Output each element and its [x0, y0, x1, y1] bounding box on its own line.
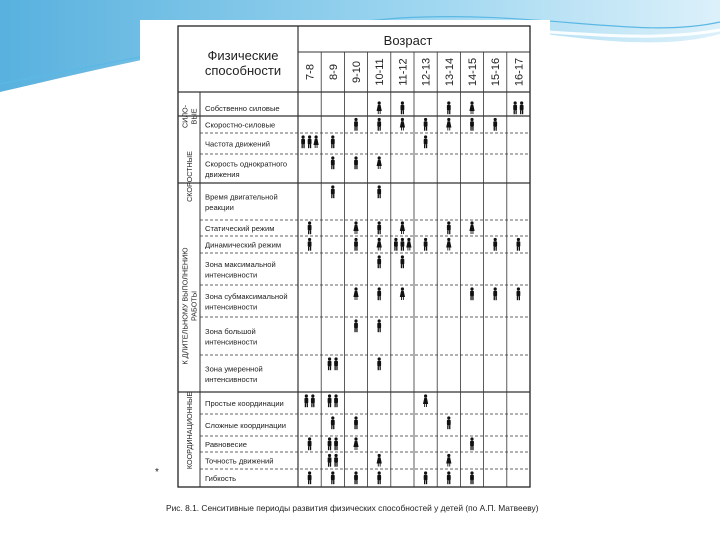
age-label: 13-14 [443, 57, 456, 87]
row-label: реакции [205, 202, 234, 212]
male-figure-mark [447, 101, 451, 114]
row-label: движения [205, 169, 240, 179]
male-figure-mark [401, 238, 405, 251]
male-figure-mark [424, 118, 428, 131]
male-figure-mark [301, 135, 305, 148]
row-label: Зона большой [205, 326, 256, 336]
male-figure-mark [354, 319, 358, 332]
row-label: Зона максимальной [205, 259, 276, 269]
age-label: 7-8 [304, 64, 317, 80]
table-grid [178, 26, 530, 487]
female-figure-mark [423, 394, 428, 407]
female-figure-mark [469, 221, 474, 234]
male-figure-mark [424, 135, 428, 148]
male-figure-mark [470, 437, 474, 450]
male-figure-mark [354, 156, 358, 169]
female-figure-mark [353, 287, 358, 300]
male-figure-mark [394, 238, 398, 251]
female-figure-mark [377, 238, 382, 251]
row-label: Зона субмаксимальной [205, 291, 288, 301]
row-label: Собственно силовые [205, 104, 280, 113]
margin-mark: * [155, 467, 159, 478]
male-figure-mark [447, 416, 451, 429]
male-figure-mark [470, 118, 474, 131]
female-figure-mark [446, 454, 451, 467]
male-figure-mark [334, 454, 338, 467]
row-label: Гибкость [205, 474, 237, 483]
male-figure-mark [304, 394, 308, 407]
age-label: 8-9 [327, 64, 340, 80]
female-figure-mark [353, 437, 358, 450]
male-figure-mark [424, 471, 428, 484]
female-figure-mark [400, 221, 405, 234]
group-label: К ДЛИТЕЛЬНОМУ ВЫПОЛНЕНИЮ [180, 247, 190, 365]
female-figure-mark [406, 238, 411, 251]
header-left-line2: способности [204, 63, 282, 78]
row-label: Динамический режим [205, 240, 282, 250]
group-label: КООРДИНАЦИОННЫЕ [185, 391, 194, 470]
male-figure-mark [331, 416, 335, 429]
age-label: 10-11 [374, 58, 387, 86]
female-figure-mark [353, 221, 358, 234]
male-figure-mark [493, 287, 497, 300]
row-label: Время двигательной [205, 192, 278, 202]
male-figure-mark [517, 238, 521, 251]
male-figure-mark [308, 471, 312, 484]
female-figure-mark [377, 101, 382, 114]
female-figure-mark [469, 101, 474, 114]
male-figure-mark [328, 437, 332, 450]
row-label: Равновесие [205, 440, 247, 449]
male-figure-mark [334, 437, 338, 450]
age-label: 9-10 [351, 60, 363, 84]
male-figure-mark [328, 394, 332, 407]
male-figure-mark [311, 394, 315, 407]
male-figure-mark [328, 454, 332, 467]
male-figure-mark [493, 118, 497, 131]
male-figure-mark [334, 357, 338, 370]
row-label: Скорость однократного [205, 159, 288, 169]
female-figure-mark [400, 287, 405, 300]
male-figure-mark [424, 238, 428, 251]
age-label: 14-15 [467, 57, 479, 87]
row-labels [205, 104, 288, 483]
male-figure-mark [354, 416, 358, 429]
group-label: СКОРОСТНЫЕ [185, 151, 194, 202]
age-label: 16-17 [513, 57, 526, 87]
row-label: Простые координации [205, 399, 284, 408]
male-figure-mark [354, 471, 358, 484]
figure-caption: Рис. 8.1. Сенситивные периоды развития физических способностей у детей (по А.П. Матвееву) [166, 503, 539, 513]
male-figure-mark [447, 471, 451, 484]
male-figure-mark [334, 394, 338, 407]
male-figure-mark [354, 118, 358, 131]
female-figure-mark [377, 454, 382, 467]
row-label: Статический режим [205, 224, 275, 233]
male-figure-mark [308, 135, 312, 148]
row-label: интенсивности [205, 337, 258, 347]
row-label: интенсивности [205, 302, 258, 312]
row-label: интенсивности [205, 270, 258, 280]
male-figure-mark [377, 471, 381, 484]
group-label: РАБОТЫ [189, 290, 199, 322]
male-figure-mark [470, 471, 474, 484]
male-figure-mark [377, 118, 381, 131]
male-figure-mark [401, 255, 405, 268]
age-label: 12-13 [420, 57, 433, 87]
male-figure-mark [308, 238, 312, 251]
male-figure-mark [470, 287, 474, 300]
female-figure-mark [314, 135, 319, 148]
male-figure-mark [331, 135, 335, 148]
group-label: СИЛО- [180, 104, 190, 129]
header-age-title: Возраст [383, 33, 433, 48]
male-figure-mark [377, 255, 381, 268]
male-figure-mark [308, 437, 312, 450]
male-figure-mark [377, 287, 381, 300]
male-figure-mark [308, 221, 312, 234]
row-label: Точность движений [205, 456, 274, 466]
sensitive-marks [301, 101, 523, 484]
header-left-line1: Физические [207, 48, 279, 63]
male-figure-mark [331, 185, 335, 198]
male-figure-mark [520, 101, 524, 114]
age-label: 11-12 [397, 58, 410, 86]
male-figure-mark [377, 357, 381, 370]
age-columns [305, 58, 526, 86]
female-figure-mark [377, 156, 382, 169]
male-figure-mark [354, 238, 358, 251]
age-label: 15-16 [490, 57, 503, 87]
group-labels [181, 104, 199, 469]
male-figure-mark [331, 471, 335, 484]
male-figure-mark [401, 101, 405, 114]
table-frame [178, 26, 530, 487]
group-label: ВЫЕ [189, 108, 199, 125]
row-label: интенсивности [205, 374, 258, 384]
male-figure-mark [328, 357, 332, 370]
male-figure-mark [377, 221, 381, 234]
male-figure-mark [493, 238, 497, 251]
row-label: Сложные координации [205, 421, 287, 430]
female-figure-mark [446, 238, 451, 251]
female-figure-mark [446, 118, 451, 131]
male-figure-mark [377, 185, 381, 198]
row-label: Скоростно-силовые [205, 120, 276, 130]
male-figure-mark [377, 319, 381, 332]
male-figure-mark [331, 156, 335, 169]
male-figure-mark [513, 101, 517, 114]
female-figure-mark [400, 118, 405, 131]
male-figure-mark [447, 221, 451, 234]
row-label: Зона умеренной [205, 364, 263, 374]
row-label: Частота движений [205, 139, 270, 149]
male-figure-mark [517, 287, 521, 300]
